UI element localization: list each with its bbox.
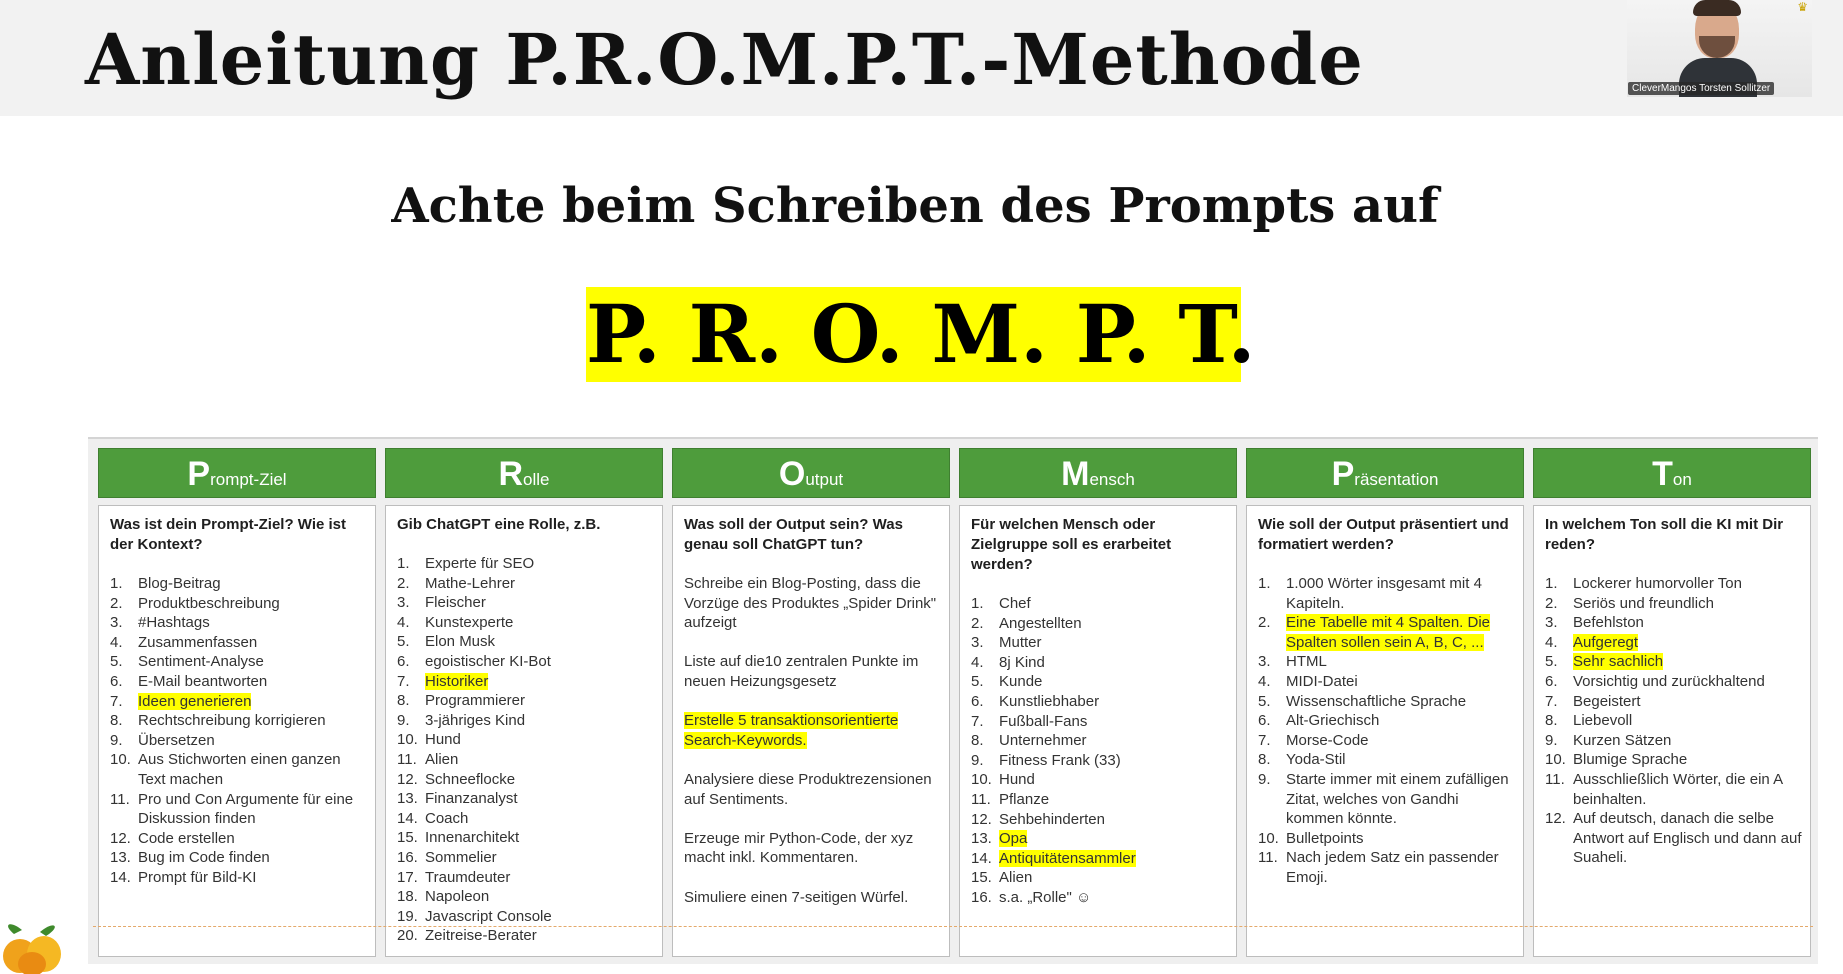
item-number: 5. <box>971 673 984 691</box>
list-item <box>110 711 367 731</box>
presenter-hair <box>1693 0 1741 16</box>
item-number: 1. <box>971 595 984 612</box>
item-number: 2. <box>971 614 984 632</box>
header-letter: T <box>1652 455 1673 493</box>
list-item <box>1545 731 1802 751</box>
header-letter: P <box>187 455 211 493</box>
item-text: Alt-Griechisch <box>1286 712 1380 730</box>
method-table <box>88 437 1818 964</box>
item-text: Starte immer mit einem zufälligen Zitat, welches von Gandhi kommen könnte. <box>1286 770 1509 828</box>
header-rest: räsentation <box>1354 470 1439 489</box>
item-number: 8. <box>971 732 984 750</box>
column-header <box>98 448 376 498</box>
list-item <box>110 750 367 789</box>
item-number: 8. <box>110 712 123 730</box>
list-item <box>397 750 654 770</box>
item-text: HTML <box>1286 653 1327 671</box>
item-text: Antiquitätensammler <box>999 849 1136 867</box>
list-item <box>397 789 654 809</box>
item-number: 10. <box>397 731 418 749</box>
output-example-text: Erstelle 5 transaktionsorientierte Search-Keywords. <box>684 712 899 749</box>
list-item <box>971 751 1228 771</box>
item-number: 8. <box>397 692 410 710</box>
item-number: 1. <box>110 575 123 592</box>
list-item <box>971 888 1228 908</box>
list-item <box>1258 711 1515 731</box>
item-number: 3. <box>110 614 123 632</box>
item-text: Fußball-Fans <box>999 712 1088 730</box>
item-number: 3. <box>1258 653 1271 671</box>
item-text: Napoleon <box>425 888 490 906</box>
list-item <box>1258 574 1515 613</box>
item-text: E-Mail beantworten <box>138 672 268 690</box>
item-number: 4. <box>397 613 410 631</box>
list-item <box>397 848 654 868</box>
output-example: Analysiere diese Produktrezensionen auf Sentiments. <box>684 770 932 808</box>
list-item <box>397 574 654 594</box>
list-item <box>1545 770 1802 809</box>
item-text: Befehlston <box>1573 614 1644 632</box>
item-number: 14. <box>110 868 131 886</box>
item-number: 15. <box>397 829 418 847</box>
list-item <box>971 653 1228 673</box>
list-item <box>110 672 367 692</box>
item-text: #Hashtags <box>138 614 210 632</box>
item-text: Programmierer <box>425 692 526 710</box>
item-number: 13. <box>110 849 131 867</box>
list-item <box>1545 574 1802 594</box>
column-header <box>672 448 950 498</box>
item-text: s.a. „Rolle" ☺ <box>999 888 1092 906</box>
acronym-highlight: P. R. O. M. P. T. <box>586 287 1256 381</box>
list-item <box>971 594 1228 614</box>
item-number: 9. <box>1545 731 1558 749</box>
item-text: Lockerer humorvoller Ton <box>1573 575 1742 592</box>
item-text: 8j Kind <box>999 653 1045 671</box>
item-text: Sommelier <box>425 848 497 866</box>
item-number: 6. <box>397 652 410 670</box>
item-number: 3. <box>1545 614 1558 632</box>
output-example: Liste auf die10 zentralen Punkte im neuen Heizungsgesetz <box>684 653 919 690</box>
item-text: Angestellten <box>999 614 1082 632</box>
item-text: Zusammenfassen <box>138 633 258 651</box>
item-text: Blog-Beitrag <box>138 575 221 592</box>
item-number: 12. <box>110 829 131 847</box>
item-text: Rechtschreibung korrigieren <box>138 712 326 730</box>
list-item <box>1258 692 1515 712</box>
list-item <box>971 731 1228 751</box>
slide-title: Anleitung P.R.O.M.P.T.-Methode <box>85 18 1364 101</box>
item-number: 11. <box>110 790 130 808</box>
item-number: 8. <box>1545 712 1558 730</box>
item-text: Alien <box>999 869 1033 887</box>
item-number: 11. <box>1545 770 1565 788</box>
item-text: Nach jedem Satz ein passender Emoji. <box>1286 849 1499 886</box>
dashed-divider <box>93 926 1813 927</box>
column-body <box>959 505 1237 957</box>
item-number: 12. <box>1545 810 1566 828</box>
item-number: 19. <box>397 907 418 925</box>
item-text: Kunstliebhaber <box>999 692 1100 710</box>
item-text: MIDI-Datei <box>1286 672 1358 690</box>
item-text: Kurzen Sätzen <box>1573 731 1672 749</box>
list-item <box>1258 750 1515 770</box>
item-list <box>397 554 654 946</box>
column-question: Für welchen Mensch oder Zielgruppe soll es erarbeitet werden? <box>971 516 1172 573</box>
item-text: Finanzanalyst <box>425 790 518 808</box>
list-item <box>1545 594 1802 614</box>
header-rest: on <box>1672 470 1692 489</box>
list-item <box>110 613 367 633</box>
list-item <box>971 810 1228 830</box>
item-text: Javascript Console <box>425 907 552 925</box>
column-body <box>1246 505 1524 957</box>
item-text: Unternehmer <box>999 732 1087 750</box>
item-number: 5. <box>397 633 410 651</box>
list-item <box>1545 652 1802 672</box>
item-text: Morse-Code <box>1286 731 1369 749</box>
list-item <box>110 829 367 849</box>
item-text: Kunstexperte <box>425 613 514 631</box>
item-number: 2. <box>397 574 410 592</box>
item-number: 2. <box>1545 594 1558 612</box>
item-text: Fleischer <box>425 594 486 612</box>
item-number: 11. <box>1258 849 1278 867</box>
item-text: Fitness Frank (33) <box>999 751 1121 769</box>
item-text: Liebevoll <box>1573 712 1633 730</box>
list-item <box>397 770 654 790</box>
column-body <box>385 505 663 957</box>
item-text: Sehbehinderten <box>999 810 1105 828</box>
item-text: Übersetzen <box>138 731 215 749</box>
item-text: Historiker <box>425 672 489 690</box>
item-number: 6. <box>110 672 123 690</box>
item-number: 16. <box>397 848 418 866</box>
list-item <box>1258 829 1515 849</box>
item-text: Opa <box>999 830 1028 848</box>
item-list <box>110 574 367 888</box>
column-question: Wie soll der Output präsentiert und formatiert werden? <box>1258 516 1509 553</box>
list-item <box>110 848 367 868</box>
list-item <box>1545 613 1802 633</box>
item-text: Ideen generieren <box>138 692 252 710</box>
item-text: egoistischer KI-Bot <box>425 652 551 670</box>
column-ton <box>1533 448 1811 964</box>
slide-subtitle: Achte beim Schreiben des Prompts auf <box>391 178 1439 234</box>
item-number: 10. <box>971 771 992 789</box>
list-item <box>110 633 367 653</box>
column-prompt-ziel <box>98 448 376 964</box>
list-item <box>971 614 1228 634</box>
item-text: Schneeflocke <box>425 770 516 788</box>
item-number: 3. <box>971 634 984 652</box>
header-letter: O <box>778 455 806 493</box>
item-text: Sehr sachlich <box>1573 653 1664 671</box>
list-item <box>971 692 1228 712</box>
list-item <box>1545 711 1802 731</box>
item-text: Produktbeschreibung <box>138 594 280 612</box>
item-list <box>1258 574 1515 888</box>
list-item <box>971 829 1228 849</box>
crown-icon: ♛ <box>1797 0 1808 14</box>
list-item <box>971 672 1228 692</box>
column-header <box>385 448 663 498</box>
item-text: Mathe-Lehrer <box>425 574 516 592</box>
list-item <box>110 574 367 594</box>
list-item <box>397 926 654 946</box>
item-number: 10. <box>110 751 131 769</box>
list-item <box>397 809 654 829</box>
item-number: 20. <box>397 927 418 945</box>
item-text: Elon Musk <box>425 633 496 651</box>
item-text: Chef <box>999 595 1031 612</box>
item-number: 6. <box>1258 712 1271 730</box>
item-text: Vorsichtig und zurückhaltend <box>1573 672 1765 690</box>
item-text: Aufgeregt <box>1573 633 1639 651</box>
item-number: 17. <box>397 868 418 886</box>
item-number: 9. <box>971 751 984 769</box>
item-text: Coach <box>425 809 469 827</box>
item-number: 9. <box>110 731 123 749</box>
list-item <box>1545 672 1802 692</box>
item-number: 1. <box>397 555 410 572</box>
item-number: 12. <box>397 770 418 788</box>
column-body <box>98 505 376 957</box>
item-number: 7. <box>1258 731 1271 749</box>
list-item <box>397 554 654 574</box>
item-number: 18. <box>397 888 418 906</box>
item-text: Innenarchitekt <box>425 829 520 847</box>
column-body <box>1533 505 1811 957</box>
header-rest: ensch <box>1089 470 1135 489</box>
mango-logo-icon <box>0 918 68 974</box>
item-text: Wissenschaftliche Sprache <box>1286 692 1467 710</box>
item-number: 10. <box>1258 829 1279 847</box>
item-text: Aus Stichworten einen ganzen Text machen <box>138 751 341 788</box>
item-text: Yoda-Stil <box>1286 751 1346 769</box>
item-text: Pflanze <box>999 790 1050 808</box>
item-number: 13. <box>397 790 418 808</box>
column-praesentation <box>1246 448 1524 964</box>
list-item <box>397 711 654 731</box>
column-mensch <box>959 448 1237 964</box>
list-item <box>110 868 367 888</box>
item-number: 6. <box>1545 672 1558 690</box>
list-item <box>397 887 654 907</box>
item-number: 7. <box>1545 692 1558 710</box>
item-text: Bulletpoints <box>1286 829 1364 847</box>
list-item <box>110 652 367 672</box>
list-item <box>971 868 1228 888</box>
item-number: 16. <box>971 888 992 906</box>
item-text: Auf deutsch, danach die selbe Antwort auf Englisch und dann auf Suaheli. <box>1573 810 1802 867</box>
list-item <box>1545 692 1802 712</box>
list-item <box>110 731 367 751</box>
item-text: Hund <box>999 771 1035 789</box>
header-letter: M <box>1061 455 1090 493</box>
item-text: Zeitreise-Berater <box>425 927 537 945</box>
list-item <box>110 594 367 614</box>
list-item <box>1545 809 1802 868</box>
item-number: 8. <box>1258 751 1271 769</box>
item-number: 6. <box>971 692 984 710</box>
item-number: 14. <box>397 809 418 827</box>
item-text: Blumige Sprache <box>1573 751 1688 769</box>
output-example: Schreibe ein Blog-Posting, dass die Vorzüge des Produktes „Spider Drink" aufzeigt <box>684 575 937 632</box>
list-item <box>971 790 1228 810</box>
column-rolle <box>385 448 663 964</box>
item-text: Alien <box>425 750 459 768</box>
column-header <box>1246 448 1524 498</box>
item-text: Kunde <box>999 673 1043 691</box>
column-question: Was ist dein Prompt-Ziel? Wie ist der Kontext? <box>110 516 347 553</box>
item-number: 5. <box>1545 653 1558 671</box>
item-list <box>1545 574 1802 868</box>
item-number: 5. <box>1258 692 1271 710</box>
item-text: 1.000 Wörter insgesamt mit 4 Kapiteln. <box>1286 575 1482 612</box>
output-example-highlighted <box>684 711 941 750</box>
item-number: 15. <box>971 869 992 887</box>
header-rest: utput <box>805 470 844 489</box>
item-number: 4. <box>1258 672 1271 690</box>
item-number: 7. <box>397 672 410 690</box>
item-number: 4. <box>1545 633 1558 651</box>
list-item <box>971 849 1228 869</box>
list-item <box>397 632 654 652</box>
item-number: 7. <box>971 712 984 730</box>
column-header <box>1533 448 1811 498</box>
column-header <box>959 448 1237 498</box>
list-item <box>397 593 654 613</box>
header-letter: P <box>1331 455 1355 493</box>
item-text: Ausschließlich Wörter, die ein A beinhalten. <box>1573 770 1783 808</box>
item-number: 7. <box>110 692 123 710</box>
item-text: Pro und Con Argumente für eine Diskussion finden <box>138 790 354 828</box>
item-number: 1. <box>1545 575 1558 592</box>
list-item <box>1258 613 1515 652</box>
item-number: 9. <box>1258 770 1271 788</box>
webcam-name-label: CleverMangos Torsten Sollitzer <box>1628 82 1774 95</box>
item-text: Begeistert <box>1573 692 1641 710</box>
list-item <box>1258 672 1515 692</box>
list-item <box>971 770 1228 790</box>
item-text: Hund <box>425 731 461 749</box>
list-item <box>397 730 654 750</box>
item-number: 12. <box>971 810 992 828</box>
list-item <box>1545 633 1802 653</box>
item-number: 10. <box>1545 751 1566 769</box>
column-output <box>672 448 950 964</box>
item-number: 11. <box>971 790 991 808</box>
item-number: 4. <box>971 653 984 671</box>
list-item <box>397 907 654 927</box>
list-item <box>1258 731 1515 751</box>
item-number: 3. <box>397 594 410 612</box>
item-text: Prompt für Bild-KI <box>138 868 257 886</box>
item-number: 1. <box>1258 575 1271 592</box>
item-text: Eine Tabelle mit 4 Spalten. Die Spalten sollen sein A, B, C, ... <box>1286 614 1491 651</box>
list-item <box>397 868 654 888</box>
item-text: Code erstellen <box>138 829 235 847</box>
item-number: 13. <box>971 830 992 848</box>
item-number: 11. <box>397 750 417 768</box>
list-item <box>397 672 654 692</box>
item-text: Sentiment-Analyse <box>138 653 264 671</box>
list-item <box>110 790 367 829</box>
list-item <box>1258 652 1515 672</box>
list-item <box>971 712 1228 732</box>
column-question: Was soll der Output sein? Was genau soll ChatGPT tun? <box>684 516 903 553</box>
list-item <box>110 692 367 712</box>
list-item <box>397 691 654 711</box>
header-rest: rompt-Ziel <box>210 470 287 489</box>
item-text: Mutter <box>999 634 1042 652</box>
item-text: Bug im Code finden <box>138 849 270 867</box>
item-number: 9. <box>397 711 410 729</box>
list-item <box>397 828 654 848</box>
header-rest: olle <box>523 470 550 489</box>
list-item <box>1545 750 1802 770</box>
list-item <box>397 652 654 672</box>
column-question: In welchem Ton soll die KI mit Dir reden? <box>1545 516 1784 553</box>
output-example: Simuliere einen 7-seitigen Würfel. <box>684 888 909 906</box>
item-number: 4. <box>110 633 123 651</box>
column-body <box>672 505 950 957</box>
output-example: Erzeuge mir Python-Code, der xyz macht inkl. Kommentaren. <box>684 829 914 867</box>
webcam-thumbnail[interactable] <box>1627 0 1812 97</box>
item-number: 5. <box>110 653 123 671</box>
list-item <box>397 613 654 633</box>
item-list <box>971 594 1228 908</box>
column-question: Gib ChatGPT eine Rolle, z.B. <box>397 516 601 533</box>
item-text: Experte für SEO <box>425 555 535 572</box>
item-text: Traumdeuter <box>425 868 511 886</box>
list-item <box>1258 848 1515 887</box>
item-number: 2. <box>1258 614 1271 632</box>
list-item <box>1258 770 1515 829</box>
item-number: 2. <box>110 594 123 612</box>
item-number: 14. <box>971 849 992 867</box>
item-text: Seriös und freundlich <box>1573 594 1714 612</box>
list-item <box>971 633 1228 653</box>
item-text: 3-jähriges Kind <box>425 711 526 729</box>
header-letter: R <box>498 455 524 493</box>
